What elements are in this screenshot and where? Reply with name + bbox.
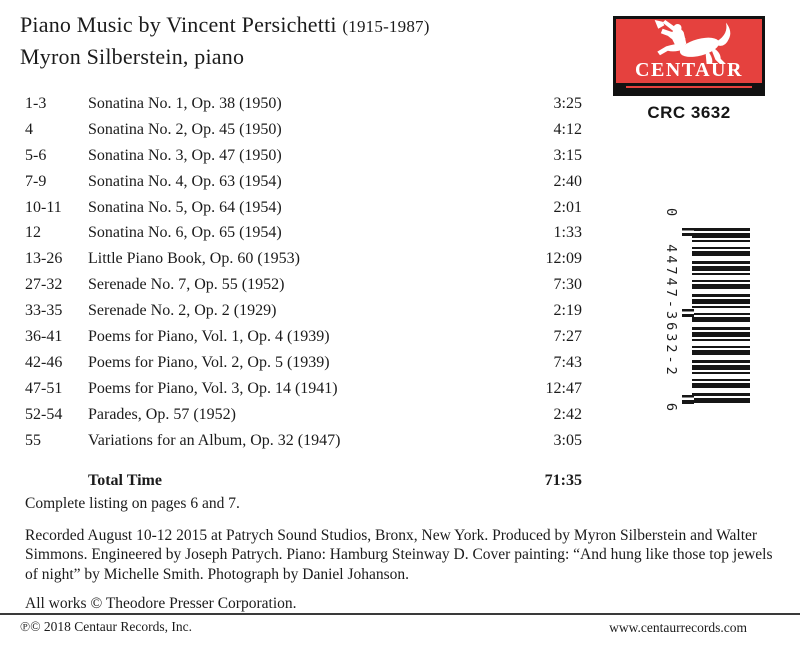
track-row: [25, 432, 582, 458]
credits-line: Recorded August 10-12 2015 at Patrych Sound Studios, Bronx, New York. Produced by Myron Silberstein and Walter: [25, 527, 758, 544]
track-row: [25, 121, 582, 147]
track-time: 2:42: [553, 405, 582, 423]
track-numbers: 4: [25, 120, 33, 138]
track-title: Sonatina No. 1, Op. 38 (1950): [88, 95, 282, 112]
artist-credit: Myron Silberstein, piano: [20, 44, 245, 69]
track-time: 2:01: [553, 198, 582, 216]
centaur-icon: [619, 20, 759, 64]
track-numbers: 36-41: [25, 328, 63, 346]
track-title: Poems for Piano, Vol. 1, Op. 4 (1939): [88, 328, 330, 346]
logo-red-field: [616, 19, 762, 83]
track-title: Variations for an Album, Op. 32 (1947): [88, 431, 341, 449]
centaur-wordmark: CENTAUR: [635, 59, 743, 81]
track-time: 3:05: [553, 431, 582, 449]
track-row: [25, 147, 582, 173]
track-title: Sonatina No. 3, Op. 47 (1950): [88, 146, 282, 164]
centaur-records-logo: [613, 16, 765, 96]
catalog-number: CRC 3632: [647, 103, 731, 122]
track-title: Serenade No. 2, Op. 2 (1929): [88, 302, 277, 320]
track-time: 12:47: [545, 379, 582, 397]
track-numbers: 33-35: [25, 302, 63, 320]
track-time: 12:09: [545, 250, 582, 268]
track-title: Serenade No. 7, Op. 55 (1952): [88, 276, 285, 294]
copyright-line: ℗© 2018 Centaur Records, Inc.: [20, 619, 192, 634]
publisher-rights-note: All works © Theodore Presser Corporation.: [25, 595, 297, 612]
track-numbers: 10-11: [25, 198, 62, 216]
track-row: [25, 406, 582, 432]
track-time: 2:40: [553, 172, 582, 190]
track-row: [25, 250, 582, 276]
track-numbers: 47-51: [25, 379, 63, 397]
track-numbers: 7-9: [25, 172, 47, 190]
track-row: [25, 302, 582, 328]
track-time: 7:43: [553, 353, 582, 371]
track-title: Sonatina No. 4, Op. 63 (1954): [88, 172, 282, 190]
track-title: Little Piano Book, Op. 60 (1953): [88, 250, 300, 268]
album-title: [20, 12, 430, 38]
total-time-row: [25, 472, 582, 490]
track-time: 3:25: [553, 95, 582, 112]
track-time: 7:27: [553, 328, 582, 346]
track-numbers: 42-46: [25, 353, 63, 371]
track-time: 3:15: [553, 146, 582, 164]
recording-credits: [25, 526, 773, 584]
logo-red-rule: [626, 86, 752, 88]
track-time: 2:19: [553, 302, 582, 320]
barcode-guard-middle: [682, 309, 694, 317]
track-title: Sonatina No. 5, Op. 64 (1954): [88, 198, 282, 216]
track-time: 4:12: [553, 120, 582, 138]
track-row: [25, 224, 582, 250]
track-title: Sonatina No. 6, Op. 65 (1954): [88, 224, 282, 242]
header: [20, 12, 430, 70]
track-numbers: 52-54: [25, 405, 63, 423]
track-row: [25, 173, 582, 199]
track-numbers: 1-3: [25, 95, 47, 112]
barcode-guard-bottom: [682, 395, 694, 404]
total-time-label: Total Time: [88, 472, 162, 489]
barcode-guard-top: [682, 228, 694, 236]
footer-divider: [0, 613, 800, 615]
album-title-text: Piano Music by Vincent Persichetti: [20, 12, 337, 37]
track-list: [25, 95, 582, 457]
track-row: [25, 380, 582, 406]
track-numbers: 5-6: [25, 146, 47, 164]
track-row: [25, 95, 582, 121]
track-row: [25, 328, 582, 354]
track-numbers: 27-32: [25, 276, 63, 294]
complete-listing-note: Complete listing on pages 6 and 7.: [25, 495, 240, 512]
total-time-value: 71:35: [544, 472, 582, 489]
credits-line: Simmons. Engineered by Joseph Patrych. Piano: Hamburg Steinway D. Cover painting: “And hung like those top jewels: [25, 546, 773, 564]
track-row: [25, 354, 582, 380]
composer-dates: (1915-1987): [342, 17, 430, 36]
track-numbers: 13-26: [25, 250, 63, 268]
track-title: Parades, Op. 57 (1952): [88, 405, 236, 423]
track-time: 7:30: [553, 276, 582, 294]
barcode-bars: [692, 228, 750, 404]
track-title: Poems for Piano, Vol. 3, Op. 14 (1941): [88, 379, 338, 397]
track-numbers: 12: [25, 224, 41, 242]
upc-barcode: [647, 205, 757, 420]
track-title: Sonatina No. 2, Op. 45 (1950): [88, 120, 282, 138]
track-row: [25, 276, 582, 302]
credits-line: of night” by Michelle Smith. Photograph by Daniel Johanson.: [25, 565, 410, 583]
track-numbers: 55: [25, 431, 41, 449]
track-time: 1:33: [553, 224, 582, 242]
barcode-number: 0 44747-3632-2 6: [663, 208, 679, 415]
track-title: Poems for Piano, Vol. 2, Op. 5 (1939): [88, 353, 330, 371]
track-row: [25, 199, 582, 225]
label-website: www.centaurrecords.com: [609, 620, 747, 635]
logo-bottom-strip: [616, 83, 762, 93]
